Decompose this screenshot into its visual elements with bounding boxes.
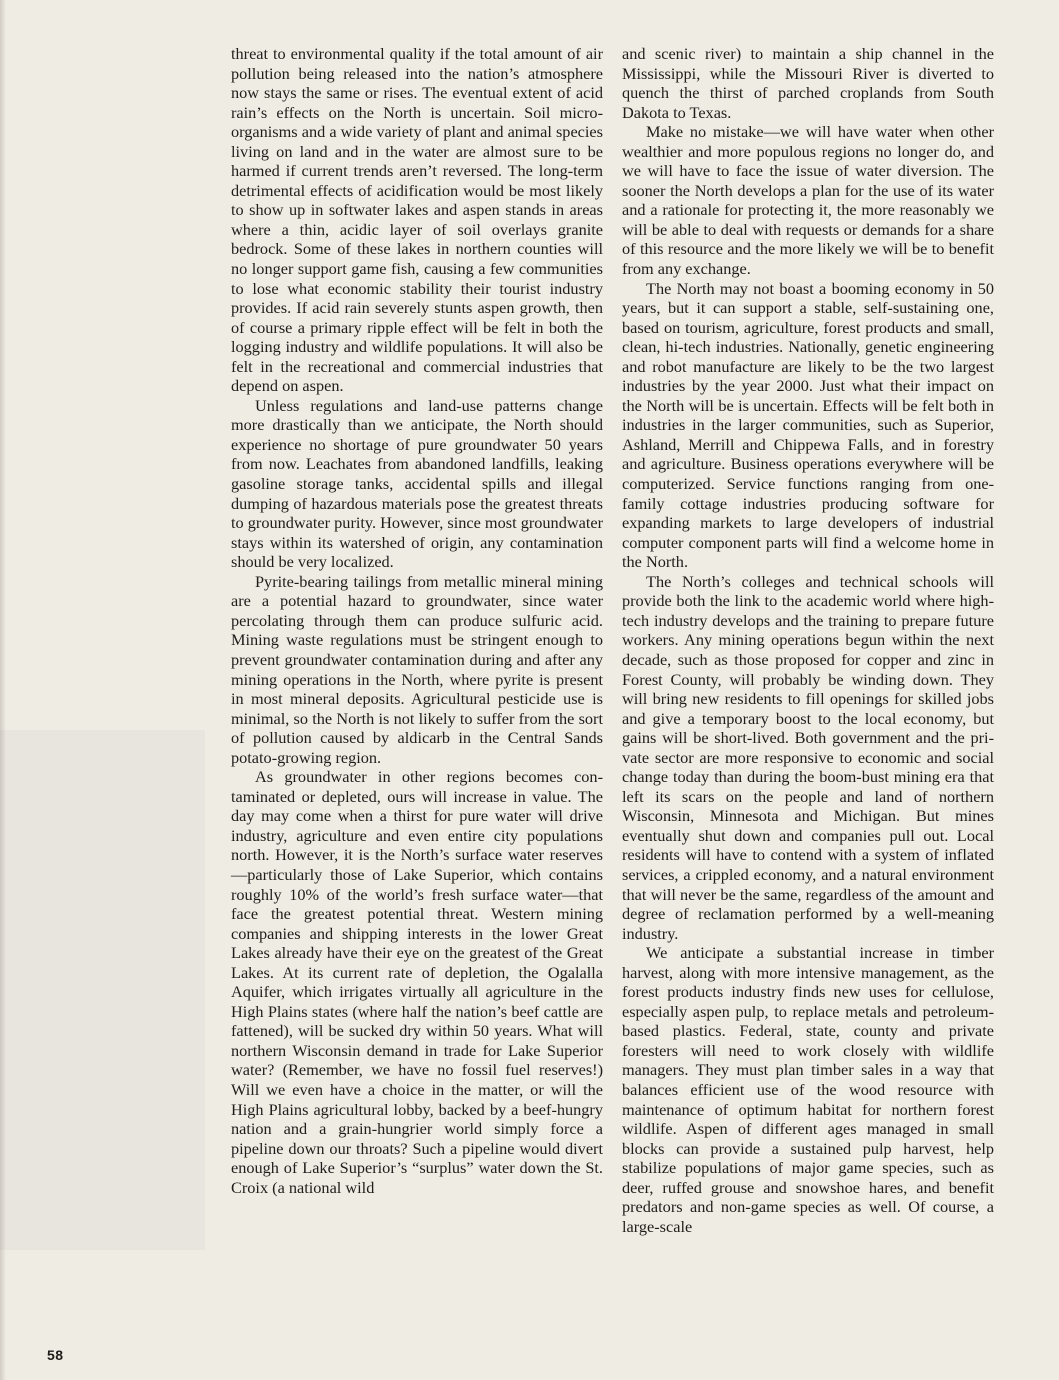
- right-text-column: [622, 44, 994, 1236]
- page-number: 58: [47, 1347, 64, 1363]
- right-paragraph-3: The North may not boast a booming economy in 50 years, but it can support a stable, self-sustaining one, based on tourism, agriculture, forest products and small, clean, hi-tech industries. Nationally, genetic engineering and robot manufacture are likely to be the two largest industries by the year 2000. Just what their impact on the North will be is uncertain. Effects will be felt both in industries in the larger communities, such as Superior, Ashland, Merrill and Chippewa Falls, and in forestry and agriculture. Business operations everywhere will be computerized. Service functions ranging from one-family cottage industries producing software for expanding markets to large developers of industrial computer component parts will find a welcome home in the North.: [622, 278, 994, 572]
- right-paragraph-4: The North’s colleges and technical schools will provide both the link to the academic world where high-tech industry develops and the training to prepare future workers. Any mining operations begun within the next decade, such as those proposed for copper and zinc in Forest County, will probably be winding down. They will bring new residents to fill openings for skilled jobs and give a temporary boost to the local economy, but gains will be short-lived. Both government and the private sector are more responsive to economic and social change today than during the boom-bust mining era that left its scars on the people and land of northern Wisconsin, Minnesota and Michigan. But mines eventually shut down and companies pull out. Local residents will have to contend with a system of inflated services, a crippled economy, and a natural environment that will never be the same, regardless of the amount and degree of reclamation performed by a well-meaning industry.: [622, 571, 994, 943]
- left-paragraph-2: Unless regulations and land-use patterns change more drastically than we anticipate, the North should experience no shortage of pure groundwater 50 years from now. Leachates from abandoned landfills, leaking gasoline storage tanks, accidental spills and illegal dumping of hazardous materials pose the greatest threats to groundwater purity. However, since most groundwater stays within its watershed of origin, any contamination should be very localized.: [231, 395, 603, 572]
- left-paragraph-4: As groundwater in other regions becomes contaminated or depleted, ours will increase in value. The day may come when a thirst for pure water will drive industry, agriculture and even entire city populations north. However, it is the North’s surface water reserves—particularly those of Lake Superior, which contains roughly 10% of the world’s fresh surface water—that face the greatest potential threat. Western mining companies and shipping interests in the lower Great Lakes already have their eye on the greatest of the Great Lakes. At its current rate of depletion, the Ogalalla Aquifer, which irrigates virtually all agriculture in the High Plains states (where half the nation’s beef cattle are fattened), will be sucked dry within 50 years. What will northern Wisconsin demand in trade for Lake Superior water? (Remember, we have no fossil fuel reserves!) Will we even have a choice in the matter, or will the High Plains agricultural lobby, backed by a beef-hungry nation and a grain-hungrier world simply force a pipeline down our throats? Such a pipeline would divert enough of Lake Superior’s “surplus” water down the St. Croix (a national wild: [231, 767, 603, 1197]
- right-paragraph-1: and scenic river) to maintain a ship channel in the Mississippi, while the Missouri River is diverted to quench the thirst of parched croplands from South Dakota to Texas.: [622, 44, 994, 122]
- left-paragraph-1: threat to environmental quality if the total amount of air pollution being released into the nation’s atmosphere now stays the same or rises. The eventual extent of acid rain’s effects on the North is uncertain. Soil micro-organisms and a wide variety of plant and animal species living on land and in the water are almost sure to be harmed if current trends aren’t reversed. The long-term detrimental effects of acidification would be most likely to show up in softwater lakes and aspen stands in areas where a thin, acidic layer of soil overlays granite bedrock. Some of these lakes in northern counties will no longer support game fish, causing a few communities to lose what economic stability their tourist industry provides. If acid rain severely stunts aspen growth, then of course a primary ripple effect will be felt in both the logging industry and wildlife populations. It will also be felt in the recreational and commercial industries that depend on aspen.: [231, 44, 603, 396]
- right-paragraph-5: We anticipate a substantial increase in timber harvest, along with more intensive management, as the forest products industry finds new uses for cellulose, especially aspen pulp, to replace metals and petroleum-based plastics. Federal, state, county and private foresters will need to work closely with wildlife managers. They must plan timber sales in a way that balances efficient use of the wood resource with maintenance of optimum habitat for northern forest wildlife. Aspen of different ages managed in small blocks can provide a sustained pulp harvest, help stabilize populations of major game species, such as deer, ruffed grouse and snowshoe hares, and benefit predators and non-game species as well. Of course, a large-scale: [622, 943, 994, 1236]
- left-text-column: [231, 44, 603, 1197]
- right-paragraph-2: Make no mistake—we will have water when other wealthier and more populous regions no longer do, and we will have to face the issue of water diversion. The sooner the North develops a plan for the use of its water and a rationale for protecting it, the more reasonably we will be able to deal with requests or demands for a share of this resource and the more likely we will be to benefit from any exchange.: [622, 122, 994, 279]
- show-through-band: [0, 730, 205, 1250]
- left-paragraph-3: Pyrite-bearing tailings from metallic mineral mining are a potential hazard to groundwater, since water percolating through them can produce sulfuric acid. Mining waste regulations must be stringent enough to prevent groundwater contamination during and after any mining operations in the North, where pyrite is present in most mineral deposits. Agricultural pesticide use is minimal, so the North is not likely to suffer from the sort of pollution caused by aldicarb in the Central Sands potato-growing region.: [231, 571, 603, 767]
